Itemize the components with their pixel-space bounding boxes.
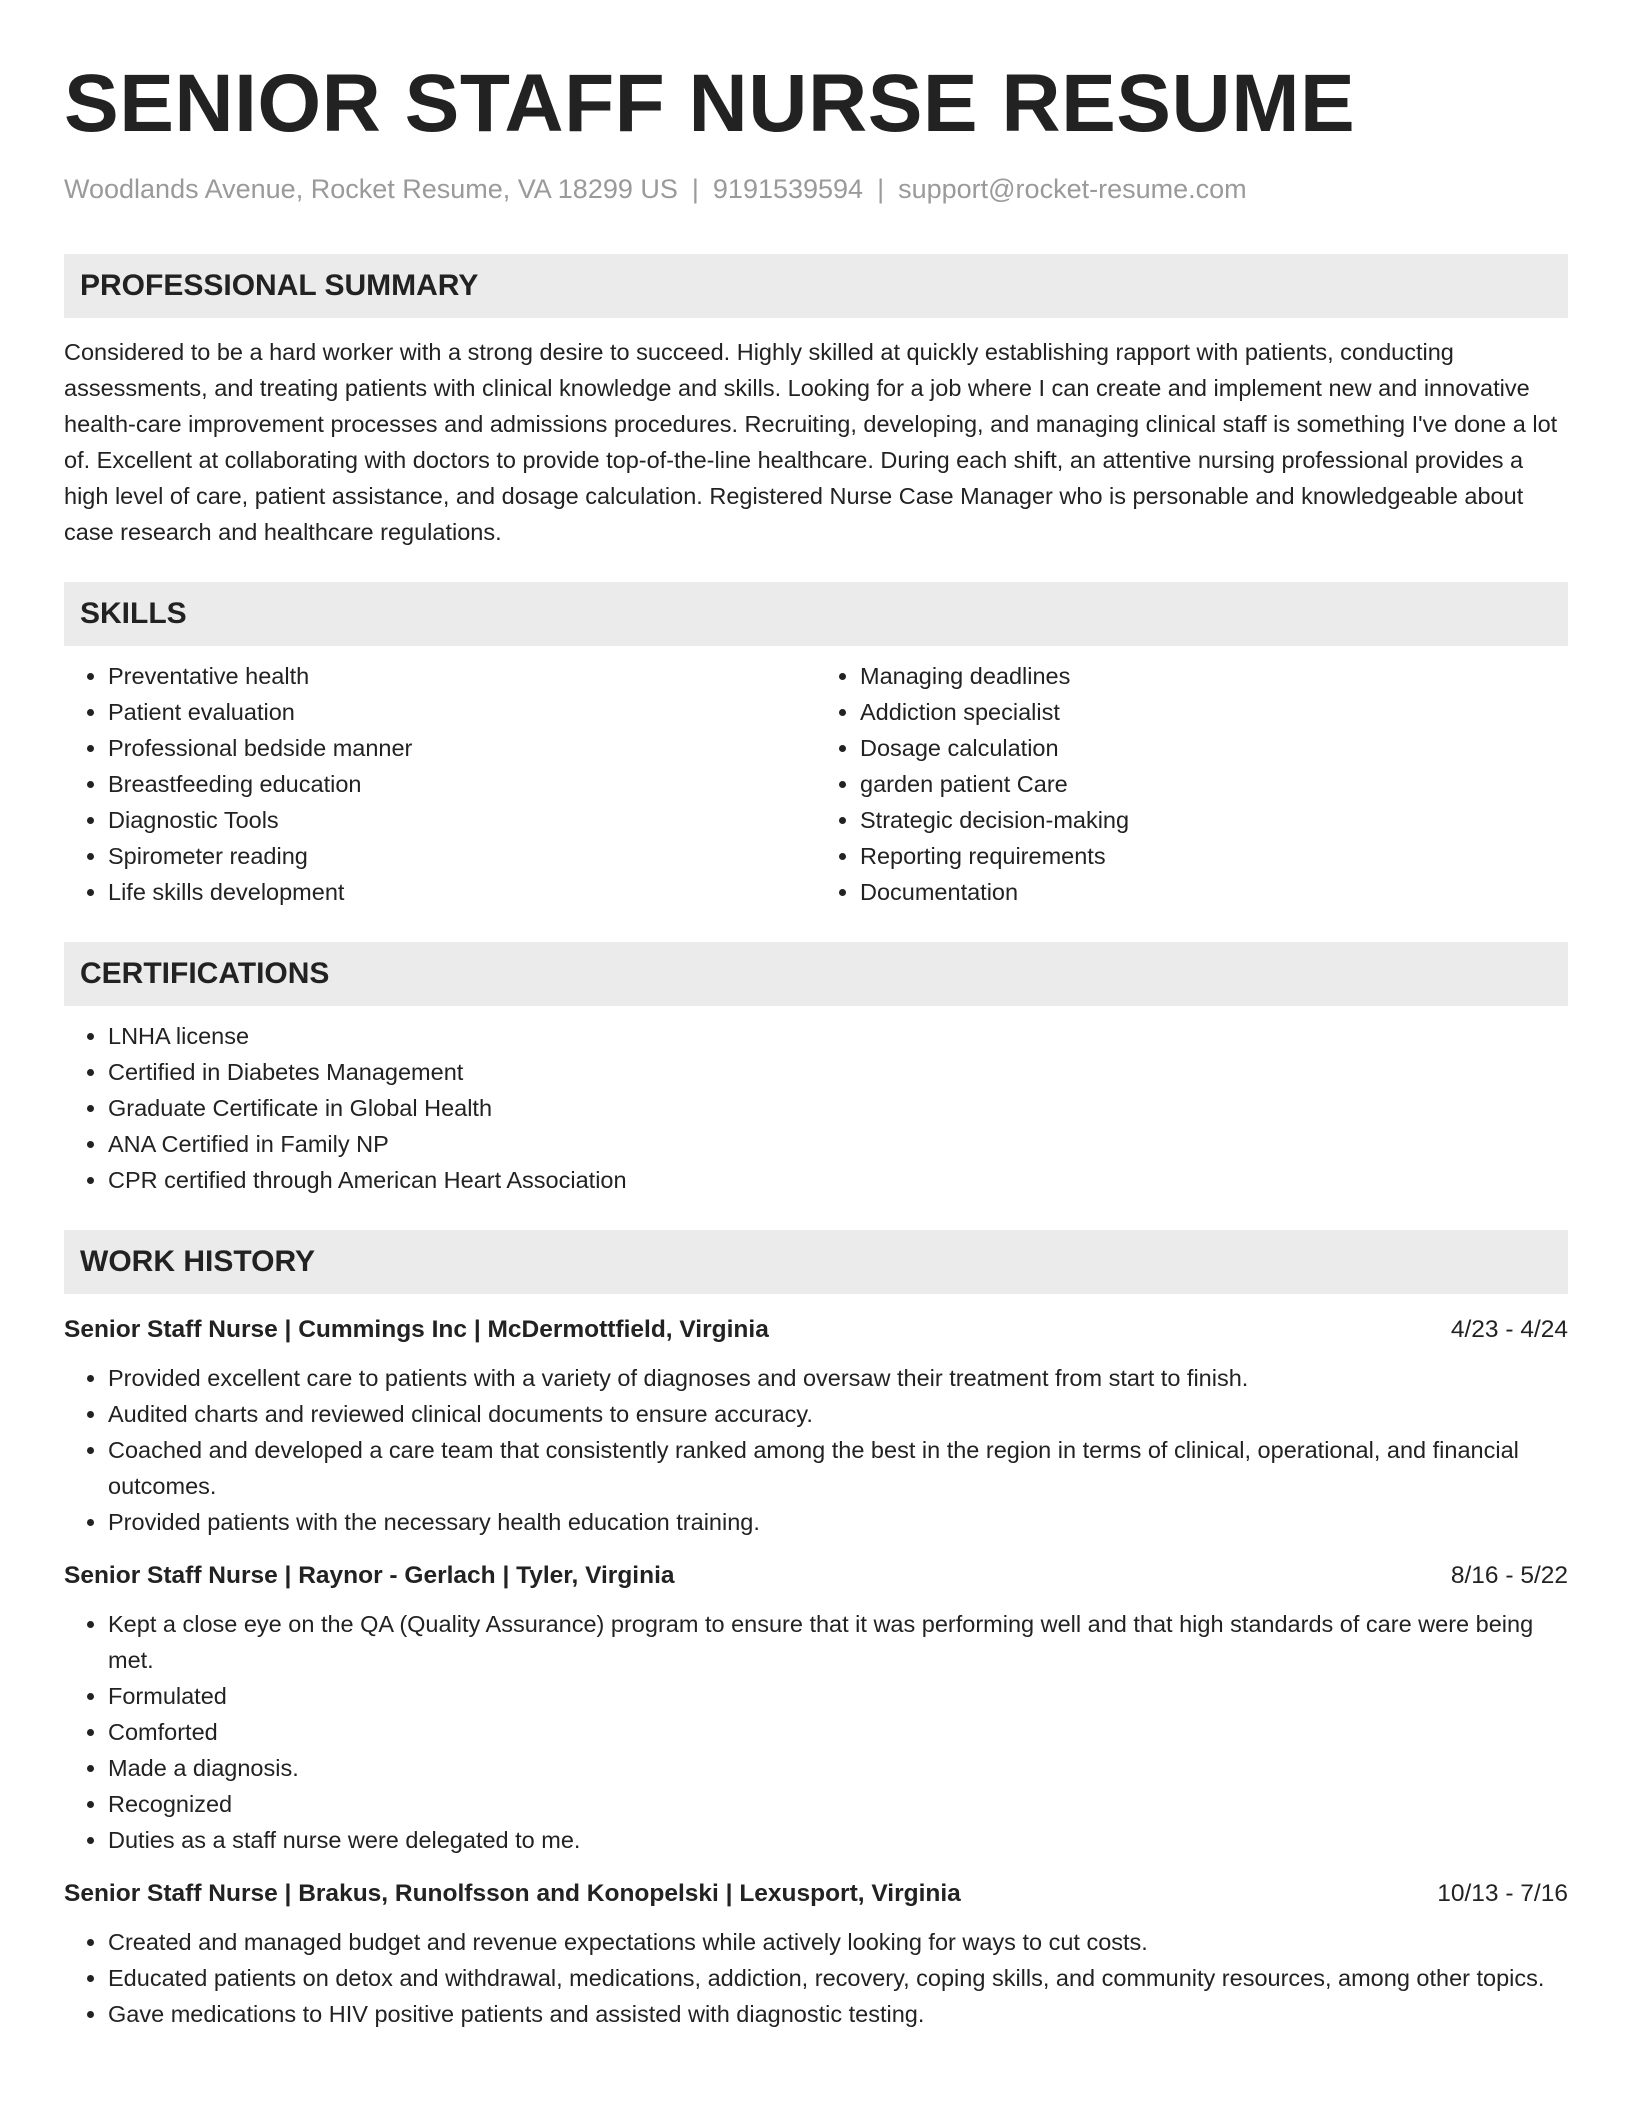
- certification-item: • ANA Certified in Family NP: [108, 1126, 1568, 1162]
- skill-item: • Managing deadlines: [860, 658, 1568, 694]
- certification-item: • Graduate Certificate in Global Health: [108, 1090, 1568, 1126]
- certification-item: • LNHA license: [108, 1018, 1568, 1054]
- job-title: Senior Staff Nurse | Cummings Inc | McDermottfield, Virginia: [64, 1316, 769, 1343]
- job-duties-list: [64, 1360, 1568, 1540]
- skill-item: • Life skills development: [108, 874, 816, 910]
- skill-item: • Dosage calculation: [860, 730, 1568, 766]
- section-heading-summary: PROFESSIONAL SUMMARY: [64, 254, 1568, 318]
- job-duty-item: • Duties as a staff nurse were delegated to me.: [108, 1822, 1568, 1858]
- job-entry: [64, 1876, 1568, 2032]
- skill-item: • Documentation: [860, 874, 1568, 910]
- skill-item: • Diagnostic Tools: [108, 802, 816, 838]
- contact-email: support@rocket-resume.com: [898, 174, 1247, 204]
- job-entry: [64, 1558, 1568, 1858]
- section-heading-work-history: WORK HISTORY: [64, 1230, 1568, 1294]
- section-heading-skills: SKILLS: [64, 582, 1568, 646]
- job-duty-item: • Comforted: [108, 1714, 1568, 1750]
- job-duty-item: • Formulated: [108, 1678, 1568, 1714]
- skill-item: • Patient evaluation: [108, 694, 816, 730]
- skill-item: • garden patient Care: [860, 766, 1568, 802]
- skill-item: • Reporting requirements: [860, 838, 1568, 874]
- skills-columns: [64, 646, 1568, 910]
- job-duty-item: • Provided patients with the necessary health education training.: [108, 1504, 1568, 1540]
- job-duty-item: • Provided excellent care to patients with a variety of diagnoses and oversaw their treatment from start to finish.: [108, 1360, 1568, 1396]
- job-duty-item: • Recognized: [108, 1786, 1568, 1822]
- job-dates: 10/13 - 7/16: [1437, 1880, 1568, 1907]
- job-duty-item: • Gave medications to HIV positive patients and assisted with diagnostic testing.: [108, 1996, 1568, 2032]
- skills-right-list: [816, 658, 1568, 910]
- contact-separator: |: [877, 174, 885, 204]
- certifications-list: [64, 1018, 1568, 1198]
- job-dates: 4/23 - 4/24: [1450, 1316, 1568, 1343]
- resume-title: SENIOR STAFF NURSE RESUME: [64, 58, 1356, 149]
- skill-item: • Professional bedside manner: [108, 730, 816, 766]
- contact-line: [64, 172, 1568, 206]
- skill-item: • Addiction specialist: [860, 694, 1568, 730]
- job-header: [64, 1558, 1568, 1594]
- job-duty-item: • Audited charts and reviewed clinical documents to ensure accuracy.: [108, 1396, 1568, 1432]
- contact-phone: 9191539594: [712, 174, 864, 204]
- contact-address: Woodlands Avenue, Rocket Resume, VA 18299 US: [64, 174, 678, 204]
- job-duty-item: • Made a diagnosis.: [108, 1750, 1568, 1786]
- job-title: Senior Staff Nurse | Brakus, Runolfsson and Konopelski | Lexusport, Virginia: [64, 1880, 961, 1907]
- skills-left-list: [64, 658, 816, 910]
- job-duty-item: • Educated patients on detox and withdrawal, medications, addiction, recovery, coping skills, and community resources, among other topics.: [108, 1960, 1568, 1996]
- job-duty-item: • Created and managed budget and revenue expectations while actively looking for ways to cut costs.: [108, 1924, 1568, 1960]
- job-duty-item: • Kept a close eye on the QA (Quality Assurance) program to ensure that it was performing well and that high standards of care were being met.: [108, 1606, 1568, 1678]
- job-header: [64, 1312, 1568, 1348]
- skill-item: • Spirometer reading: [108, 838, 816, 874]
- job-duties-list: [64, 1924, 1568, 2032]
- job-dates: 8/16 - 5/22: [1450, 1562, 1568, 1589]
- job-duties-list: [64, 1606, 1568, 1858]
- certification-item: • Certified in Diabetes Management: [108, 1054, 1568, 1090]
- contact-separator: |: [691, 174, 699, 204]
- job-duty-item: • Coached and developed a care team that consistently ranked among the best in the region in terms of clinical, operational, and financial outcomes.: [108, 1432, 1568, 1504]
- summary-text: Considered to be a hard worker with a strong desire to succeed. Highly skilled at quickly establishing rapport with patients, conducting assessments, and treating patients with clinical knowledge and skills. Looking for a job where I can create and implement new and innovative health-care improvement processes and admissions procedures. Recruiting, developing, and managing clinical staff is something I've done a lot of. Excellent at collaborating with doctors to provide top-of-the-line healthcare. During each shift, an attentive nursing professional provides a high level of care, patient assistance, and dosage calculation. Registered Nurse Case Manager who is personable and knowledgeable about case research and healthcare regulations.: [64, 339, 1558, 545]
- skill-item: • Breastfeeding education: [108, 766, 816, 802]
- skill-item: • Preventative health: [108, 658, 816, 694]
- job-header: [64, 1876, 1568, 1912]
- job-entry: [64, 1312, 1568, 1540]
- section-heading-certifications: CERTIFICATIONS: [64, 942, 1568, 1006]
- certification-item: • CPR certified through American Heart Association: [108, 1162, 1568, 1198]
- job-title: Senior Staff Nurse | Raynor - Gerlach | Tyler, Virginia: [64, 1562, 675, 1589]
- skill-item: • Strategic decision-making: [860, 802, 1568, 838]
